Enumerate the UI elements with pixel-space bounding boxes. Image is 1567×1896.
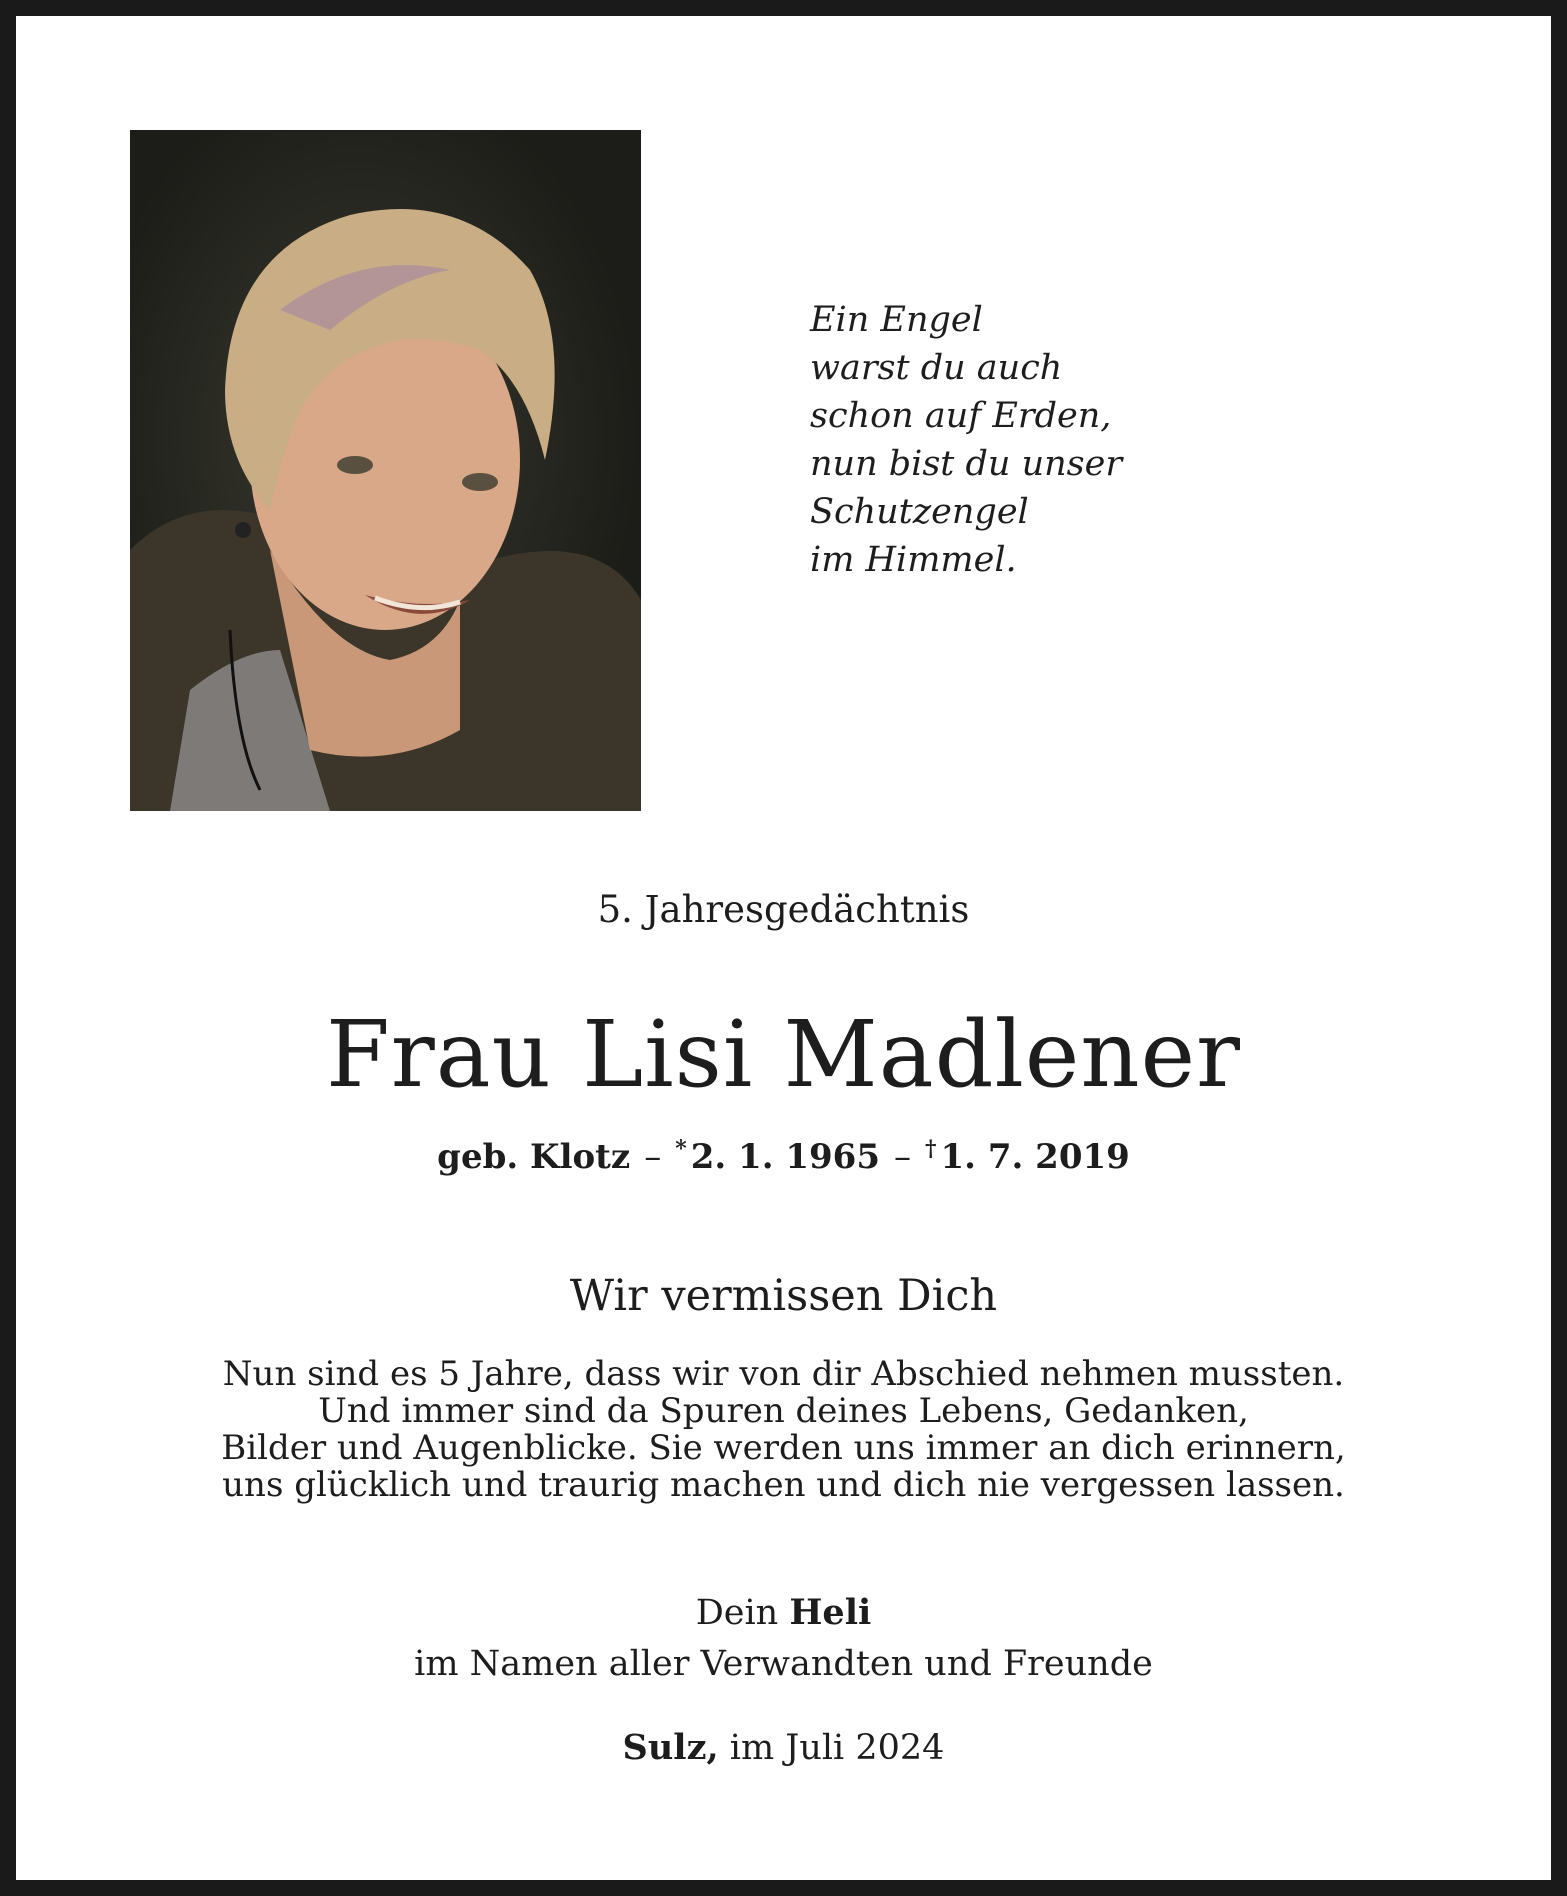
birth-date: 2. 1. 1965 (690, 1137, 880, 1177)
portrait-illustration (130, 130, 641, 811)
signature-name: Heli (789, 1592, 872, 1633)
separator: – (894, 1137, 911, 1177)
signature-line2: im Namen aller Verwandten und Freunde (414, 1644, 1153, 1684)
life-details (16, 1136, 1551, 1177)
poem-line: Ein Engel (810, 300, 983, 340)
body-line: Bilder und Augenblicke. Sie werden uns immer an dich erinnern, (221, 1428, 1346, 1468)
poem-line: warst du auch (810, 348, 1063, 388)
obituary-card (16, 16, 1551, 1880)
memorial-poem (810, 296, 1122, 584)
body-text (16, 1356, 1551, 1504)
poem-line: Schutzengel (810, 492, 1029, 532)
place-date-text: im Juli 2024 (729, 1728, 945, 1768)
poem-line: schon auf Erden, (810, 396, 1112, 436)
body-line: uns glücklich und traurig machen und dich nie vergessen lassen. (222, 1465, 1345, 1505)
portrait-photo (130, 130, 641, 811)
signature (16, 1592, 1551, 1633)
birth-symbol: * (675, 1136, 687, 1162)
place-town: Sulz, (622, 1727, 719, 1768)
separator: – (644, 1137, 662, 1177)
born-name: geb. Klotz (437, 1137, 631, 1177)
body-line: Nun sind es 5 Jahre, dass wir von dir Abschied nehmen mussten. (222, 1354, 1345, 1394)
death-date: 1. 7. 2019 (940, 1137, 1130, 1177)
body-line: Und immer sind da Spuren deines Lebens, Gedanken, (318, 1391, 1249, 1431)
occasion-title: 5. Jahresgedächtnis (597, 888, 970, 931)
place-date (16, 1727, 1551, 1768)
deceased-name: Frau Lisi Madlener (325, 1001, 1242, 1108)
poem-line: nun bist du unser (810, 444, 1123, 484)
poem-line: im Himmel. (810, 540, 1017, 580)
signature-prefix: Dein (695, 1593, 779, 1633)
death-symbol: † (925, 1136, 937, 1162)
headline: Wir vermissen Dich (569, 1271, 998, 1321)
